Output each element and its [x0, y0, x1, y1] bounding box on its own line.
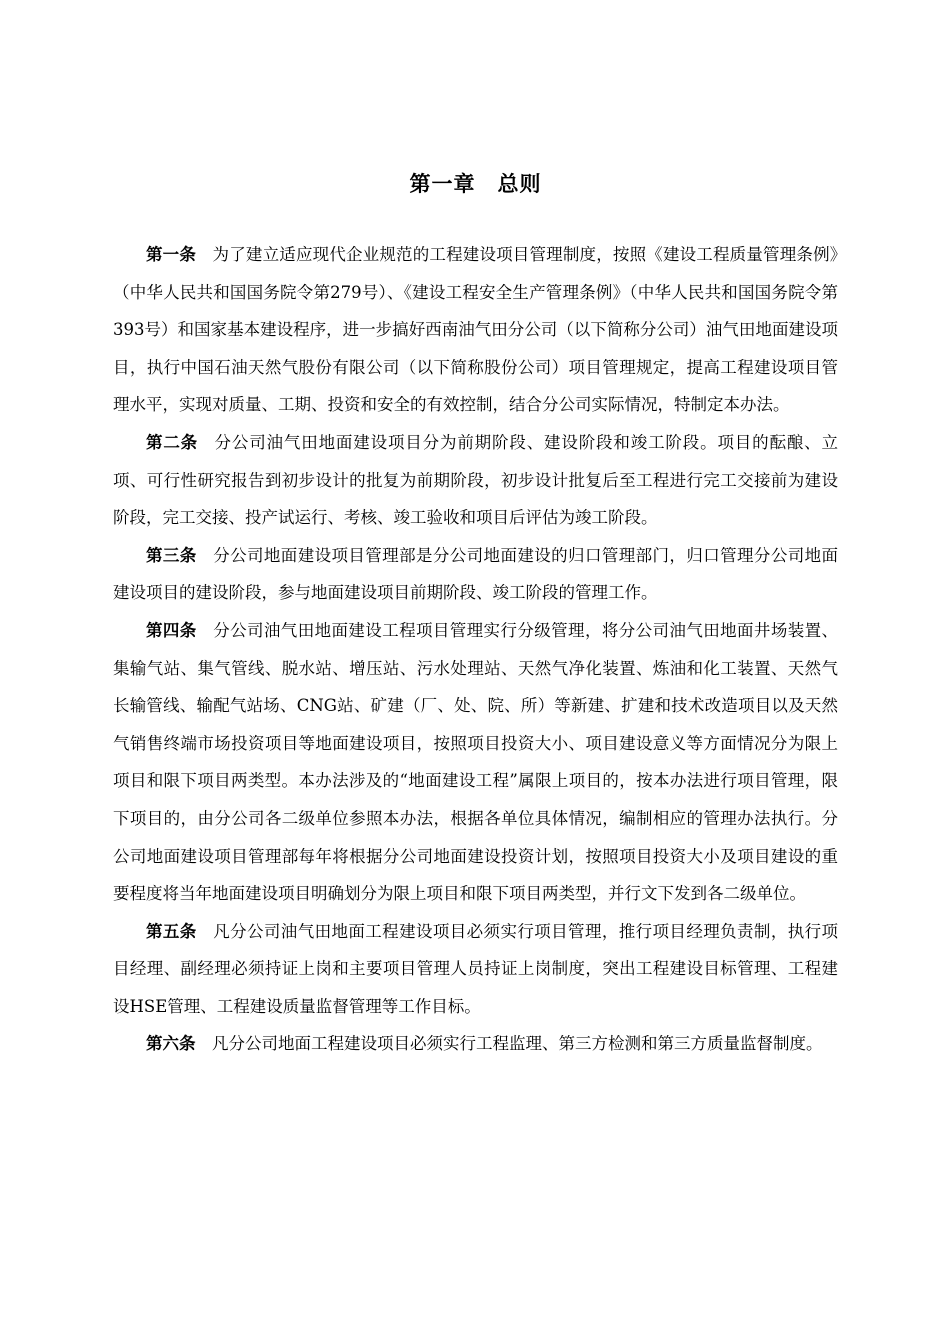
- article-5: [113, 913, 838, 1026]
- article-4: [113, 612, 838, 913]
- article-text: 凡分公司油气田地面工程建设项目必须实行项目管理，推行项目经理负责制，执行项目经理、副经理必须持证上岗和主要项目管理人员持证上岗制度，突出工程建设目标管理、工程建设HSE管理、工程建设质量监督管理等工作目标。: [113, 921, 839, 1016]
- article-label: 第五条: [146, 921, 197, 941]
- article-label: 第二条: [146, 432, 199, 452]
- article-text: 分公司油气田地面建设项目分为前期阶段、建设阶段和竣工阶段。项目的酝酿、立项、可行性研究报告到初步设计的批复为前期阶段，初步设计批复后至工程进行完工交接前为建设阶段，完工交接、投产试运行、考核、竣工验收和项目后评估为竣工阶段。: [113, 432, 839, 528]
- article-label: 第六条: [146, 1034, 196, 1054]
- article-text: 分公司地面建设项目管理部是分公司地面建设的归口管理部门，归口管理分公司地面建设项目的建设阶段，参与地面建设项目前期阶段、竣工阶段的管理工作。: [113, 545, 839, 603]
- chapter-title: 第一章 总则: [409, 172, 542, 196]
- article-label: 第三条: [146, 545, 197, 565]
- article-text: 凡分公司地面工程建设项目必须实行工程监理、第三方检测和第三方质量监督制度。: [212, 1034, 823, 1054]
- article-6: [113, 1025, 838, 1063]
- article-2: [113, 424, 838, 537]
- article-text: 分公司油气田地面建设工程项目管理实行分级管理，将分公司油气田地面井场装置、集输气站、集气管线、脱水站、增压站、污水处理站、天然气净化装置、炼油和化工装置、天然气长输管线、输配气站场、CNG站、矿建（厂、处、院、所）等新建、扩建和技术改造项目以及天然气销售终端市场投资项目等地面建设项目，按照项目投资大小、项目建设意义等方面情况分为限上项目和限下项目两类型。本办法涉及的“地面建设工程”属限上项目的，按本办法进行项目管理，限下项目的，由分公司各二级单位参照本办法，根据各单位具体情况，编制相应的管理办法执行。分公司地面建设项目管理部每年将根据分公司地面建设投资计划，按照项目投资大小及项目建设的重要程度将当年地面建设项目明确划分为限上项目和限下项目两类型，并行文下发到各二级单位。: [113, 620, 839, 904]
- article-text: 为了建立适应现代企业规范的工程建设项目管理制度，按照《建设工程质量管理条例》（中华人民共和国国务院令第279号）、《建设工程安全生产管理条例》（中华人民共和国国务院令第393号）和国家基本建设程序，进一步搞好西南油气田分公司（以下简称分公司）油气田地面建设项目，执行中国石油天然气股份有限公司（以下简称股份公司）项目管理规定，提高工程建设项目管理水平，实现对质量、工期、投资和安全的有效控制，结合分公司实际情况，特制定本办法。: [113, 245, 839, 415]
- article-1: [113, 236, 838, 424]
- article-label: 第一条: [146, 245, 197, 264]
- article-label: 第四条: [146, 620, 197, 640]
- article-3: [113, 537, 838, 612]
